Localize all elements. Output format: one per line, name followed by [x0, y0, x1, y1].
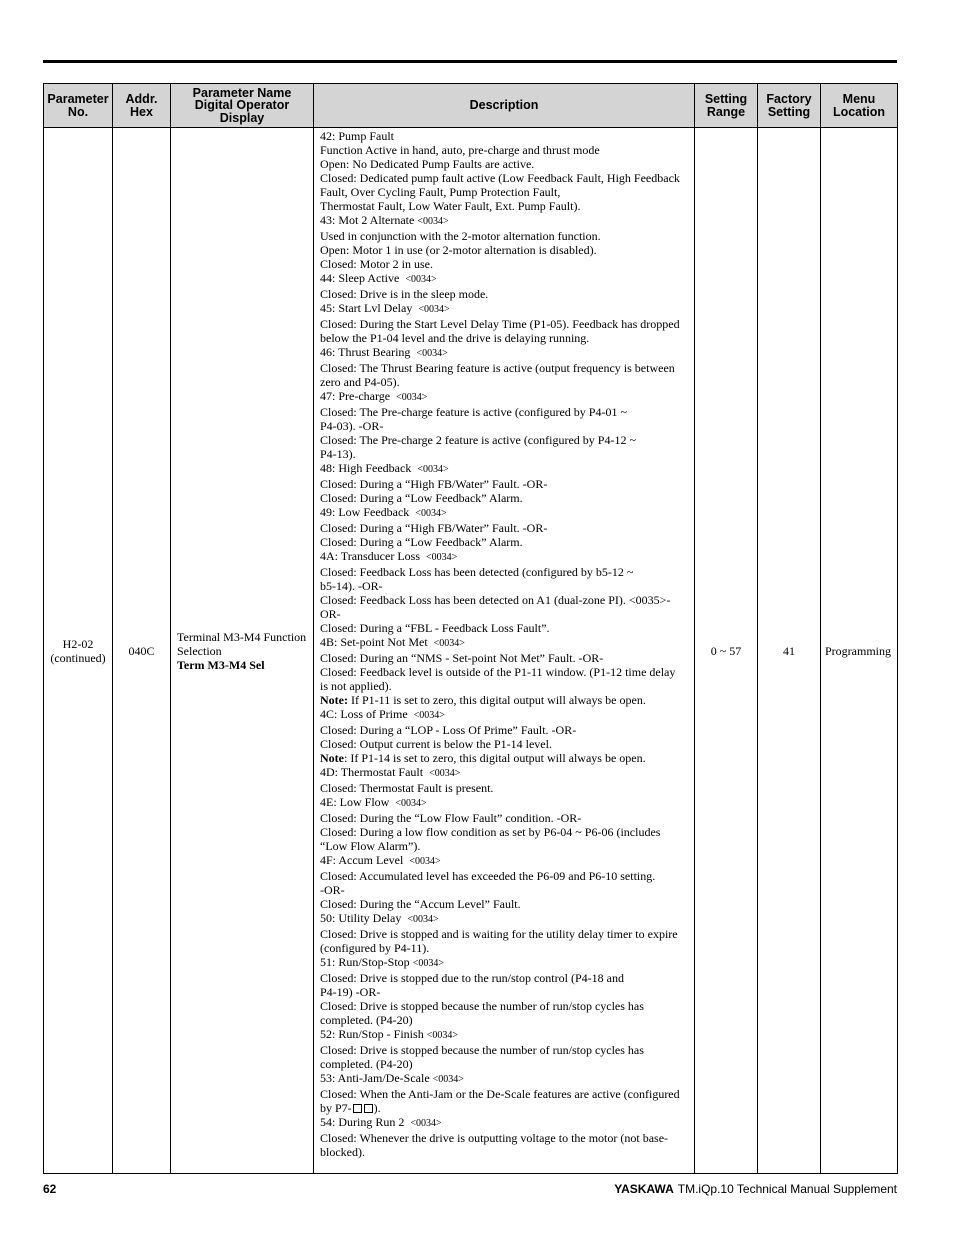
description-text: Closed: During a “High FB/Water” Fault. -OR-: [320, 521, 548, 535]
description-text: Closed: During a “Low Feedback” Alarm.: [320, 491, 523, 505]
description-text: 45: Start Lvl Delay: [320, 301, 419, 315]
description-line: [320, 579, 690, 593]
description-text: Closed: Accumulated level has exceeded the P6-09 and P6-10 setting.: [320, 869, 656, 883]
description-text: 42: Pump Fault: [320, 129, 395, 143]
description-line: [320, 129, 690, 143]
description-text: (configured by P4-11).: [320, 941, 430, 955]
note-label: Note:: [320, 693, 348, 707]
description-line: [320, 405, 690, 419]
revision-code: <0034>: [405, 274, 437, 285]
description-text: Closed: During the “Low Flow Fault” condition. -OR-: [320, 811, 582, 825]
description-line: [320, 911, 690, 927]
description-line: [320, 651, 690, 665]
description-line: [320, 271, 690, 287]
description-text: 53: Anti-Jam/De-Scale: [320, 1071, 433, 1085]
description-line: [320, 635, 690, 651]
description-text: 43: Mot 2 Alternate: [320, 213, 418, 227]
manual-title: TM.iQp.10 Technical Manual Supplement: [677, 1182, 897, 1196]
revision-code: <0034>: [409, 856, 441, 867]
description-text: 4B: Set-point Not Met: [320, 635, 434, 649]
description-text: zero and P4-05).: [320, 375, 400, 389]
description-line: [320, 593, 690, 607]
description-text: 44: Sleep Active: [320, 271, 406, 285]
description-line: [320, 491, 690, 505]
revision-code: <0034>: [407, 914, 439, 925]
description-text: completed. (P4-20): [320, 1057, 413, 1071]
description-line: [320, 927, 690, 941]
description-text: P4-19) -OR-: [320, 985, 381, 999]
description-text: 54: During Run 2: [320, 1115, 411, 1129]
description-line: [320, 549, 690, 565]
description-text: Fault, Over Cycling Fault, Pump Protection Fault,: [320, 185, 561, 199]
description-text: Closed: Output current is below the P1-14 level.: [320, 737, 552, 751]
header-setting-range: Setting Range: [695, 84, 758, 128]
cell-factory-setting: 41: [758, 128, 821, 1174]
description-line: [320, 795, 690, 811]
description-text: 48: High Feedback: [320, 461, 418, 475]
description-text: Closed: During a “High FB/Water” Fault. -OR-: [320, 477, 548, 491]
table-header-row: [44, 84, 898, 128]
description-text: Closed: Drive is stopped and is waiting for the utility delay timer to expire: [320, 927, 678, 941]
cell-menu-location: Programming: [821, 128, 898, 1174]
description-line: [320, 521, 690, 535]
description-text: If P1-11 is set to zero, this digital output will always be open.: [347, 693, 646, 707]
description-text: Used in conjunction with the 2-motor alternation function.: [320, 229, 601, 243]
page-number: 62: [43, 1182, 57, 1196]
description-line: [320, 825, 690, 839]
description-text: 46: Thrust Bearing: [320, 345, 417, 359]
description-line: [320, 765, 690, 781]
description-text: Closed: During the “Accum Level” Fault.: [320, 897, 521, 911]
description-text: 4E: Low Flow: [320, 795, 396, 809]
description-line: [320, 737, 690, 751]
description-text: 50: Utility Delay: [320, 911, 408, 925]
description-text: P4-03). -OR-: [320, 419, 384, 433]
description-line: [320, 433, 690, 447]
display-name: Term M3-M4 Sel: [177, 657, 265, 672]
description-line: [320, 1043, 690, 1057]
description-line: [320, 243, 690, 257]
cell-setting-range: 0 ~ 57: [695, 128, 758, 1174]
revision-code: <0034>: [426, 1030, 458, 1041]
description-line: [320, 143, 690, 157]
description-line: [320, 389, 690, 405]
description-text: Closed: When the Anti-Jam or the De-Scale features are active (configured: [320, 1087, 680, 1101]
description-line: [320, 1131, 690, 1145]
revision-code: <0034>: [433, 638, 465, 649]
description-line: [320, 301, 690, 317]
description-line: [320, 1101, 690, 1115]
description-line: [320, 897, 690, 911]
description-text: Closed: During an “NMS - Set-point Not Met” Fault. -OR-: [320, 651, 604, 665]
description-line: [320, 621, 690, 635]
description-line: [320, 679, 690, 693]
cell-addr-hex: 040C: [113, 128, 171, 1174]
description-text: Closed: Dedicated pump fault active (Low Feedback Fault, High Feedback: [320, 171, 680, 185]
description-line: [320, 869, 690, 883]
description-line: [320, 955, 690, 971]
description-line: [320, 839, 690, 853]
revision-code: <0034>: [426, 552, 458, 563]
description-line: [320, 461, 690, 477]
description-text: : If P1-14 is set to zero, this digital output will always be open.: [344, 751, 646, 765]
revision-code: <0034>: [432, 1074, 464, 1085]
description-line: [320, 883, 690, 897]
description-line: [320, 375, 690, 389]
description-line: [320, 665, 690, 679]
description-text: Closed: Feedback level is outside of the P1-11 window. (P1-12 time delay: [320, 665, 676, 679]
revision-code: <0034>: [410, 1118, 442, 1129]
description-line: [320, 477, 690, 491]
description-text: P4-13).: [320, 447, 356, 461]
note-label: Note: [320, 751, 344, 765]
description-line: [320, 565, 690, 579]
top-rule: [43, 60, 897, 63]
description-text: Closed: Motor 2 in use.: [320, 257, 433, 271]
description-text: Open: Motor 1 in use (or 2-motor alternation is disabled).: [320, 243, 597, 257]
description-text: Closed: Drive is stopped due to the run/stop control (P4-18 and: [320, 971, 624, 985]
footer-title: [614, 1182, 897, 1196]
description-text: Closed: The Pre-charge 2 feature is active (configured by P4-12 ~: [320, 433, 636, 447]
description-text: Closed: Whenever the drive is outputting voltage to the motor (not base-: [320, 1131, 669, 1145]
description-text: 51: Run/Stop-Stop: [320, 955, 413, 969]
description-line: [320, 317, 690, 331]
revision-code: <0034>: [417, 464, 449, 475]
description-line: [320, 213, 690, 229]
description-text: Closed: The Thrust Bearing feature is active (output frequency is between: [320, 361, 675, 375]
description-line: [320, 707, 690, 723]
description-line: [320, 505, 690, 521]
description-text: 4F: Accum Level: [320, 853, 410, 867]
description-line: [320, 751, 690, 765]
description-line: [320, 1115, 690, 1131]
description-text: below the P1-04 level and the drive is delaying running.: [320, 331, 590, 345]
header-factory-setting: Factory Setting: [758, 84, 821, 128]
description-text: is not applied).: [320, 679, 392, 693]
description-line: [320, 1013, 690, 1027]
revision-code: <0034>: [416, 348, 448, 359]
revision-code: <0034>: [415, 508, 447, 519]
description-text: Closed: During a low flow condition as set by P6-04 ~ P6-06 (includes: [320, 825, 661, 839]
parameter-table: [43, 83, 898, 1174]
description-line: [320, 1027, 690, 1043]
description-text: Open: No Dedicated Pump Faults are active.: [320, 157, 535, 171]
description-text: 52: Run/Stop - Finish: [320, 1027, 427, 1041]
revision-code: <0034>: [417, 216, 449, 227]
description-text-after: ).: [373, 1101, 381, 1115]
description-line: [320, 941, 690, 955]
description-line: [320, 999, 690, 1013]
description-line: [320, 985, 690, 999]
brand-name: YASKAWA: [614, 1182, 674, 1196]
description-line: [320, 607, 690, 621]
revision-code: <0034>: [395, 798, 427, 809]
description-text: Closed: During a “FBL - Feedback Loss Fault”.: [320, 621, 550, 635]
description-line: [320, 361, 690, 375]
description-line: [320, 535, 690, 549]
description-line: [320, 331, 690, 345]
description-line: [320, 229, 690, 243]
description-line: [320, 1071, 690, 1087]
revision-code: <0034>: [418, 304, 450, 315]
description-line: [320, 185, 690, 199]
description-text: Closed: Feedback Loss has been detected (configured by b5-12 ~: [320, 565, 634, 579]
description-text: by P7-: [320, 1101, 352, 1115]
placeholder-box-icon: [353, 1104, 362, 1113]
description-line: [320, 723, 690, 737]
revision-code: <0034>: [413, 710, 445, 721]
revision-code: <0034>: [396, 392, 428, 403]
description-line: [320, 419, 690, 433]
description-text: -OR-: [320, 883, 345, 897]
description-text: Closed: Feedback Loss has been detected on A1 (dual-zone PI). <0035>-: [320, 593, 671, 607]
description-line: [320, 853, 690, 869]
description-line: [320, 257, 690, 271]
description-text: OR-: [320, 607, 341, 621]
description-text: 47: Pre-charge: [320, 389, 397, 403]
description-text: 4C: Loss of Prime: [320, 707, 414, 721]
description-text: b5-14). -OR-: [320, 579, 383, 593]
description-line: [320, 287, 690, 301]
description-text: Closed: During the Start Level Delay Time (P1-05). Feedback has dropped: [320, 317, 680, 331]
description-line: [320, 811, 690, 825]
description-text: Closed: Drive is stopped because the number of run/stop cycles has: [320, 999, 644, 1013]
description-text: 4D: Thermostat Fault: [320, 765, 430, 779]
description-text: Closed: During a “LOP - Loss Of Prime” Fault. -OR-: [320, 723, 577, 737]
description-text: Closed: During a “Low Feedback” Alarm.: [320, 535, 523, 549]
description-text: Thermostat Fault, Low Water Fault, Ext. Pump Fault).: [320, 199, 581, 213]
description-text: “Low Flow Alarm”).: [320, 839, 421, 853]
description-text: Closed: The Pre-charge feature is active (configured by P4-01 ~: [320, 405, 627, 419]
description-line: [320, 171, 690, 185]
header-parameter-name: Parameter Name Digital Operator Display: [171, 84, 314, 128]
cell-description: [314, 128, 695, 1174]
header-menu-location: Menu Location: [821, 84, 898, 128]
header-parameter-no: Parameter No.: [44, 84, 113, 128]
placeholder-box-icon: [364, 1104, 373, 1113]
table-row: [44, 128, 898, 1174]
description-line: [320, 447, 690, 461]
description-line: [320, 157, 690, 171]
revision-code: <0034>: [412, 958, 444, 969]
description-line: [320, 1145, 690, 1159]
revision-code: <0034>: [429, 768, 461, 779]
description-text: Function Active in hand, auto, pre-charge and thrust mode: [320, 143, 600, 157]
description-line: [320, 1087, 690, 1101]
description-text: 49: Low Feedback: [320, 505, 416, 519]
cell-parameter-name: Terminal M3-M4 Function Selection Term M3-M4 Sel: [171, 128, 314, 1174]
description-line: [320, 199, 690, 213]
description-line: [320, 781, 690, 795]
description-line: [320, 345, 690, 361]
description-text: blocked).: [320, 1145, 365, 1159]
description-text: Closed: Thermostat Fault is present.: [320, 781, 494, 795]
description-text: completed. (P4-20): [320, 1013, 413, 1027]
description-line: [320, 971, 690, 985]
header-description: Description: [314, 84, 695, 128]
description-line: [320, 693, 690, 707]
description-line: [320, 1057, 690, 1071]
cell-parameter-no: H2-02 (continued): [44, 128, 113, 1174]
description-text: 4A: Transducer Loss: [320, 549, 427, 563]
header-addr-hex: Addr. Hex: [113, 84, 171, 128]
description-text: Closed: Drive is in the sleep mode.: [320, 287, 489, 301]
description-text: Closed: Drive is stopped because the number of run/stop cycles has: [320, 1043, 644, 1057]
